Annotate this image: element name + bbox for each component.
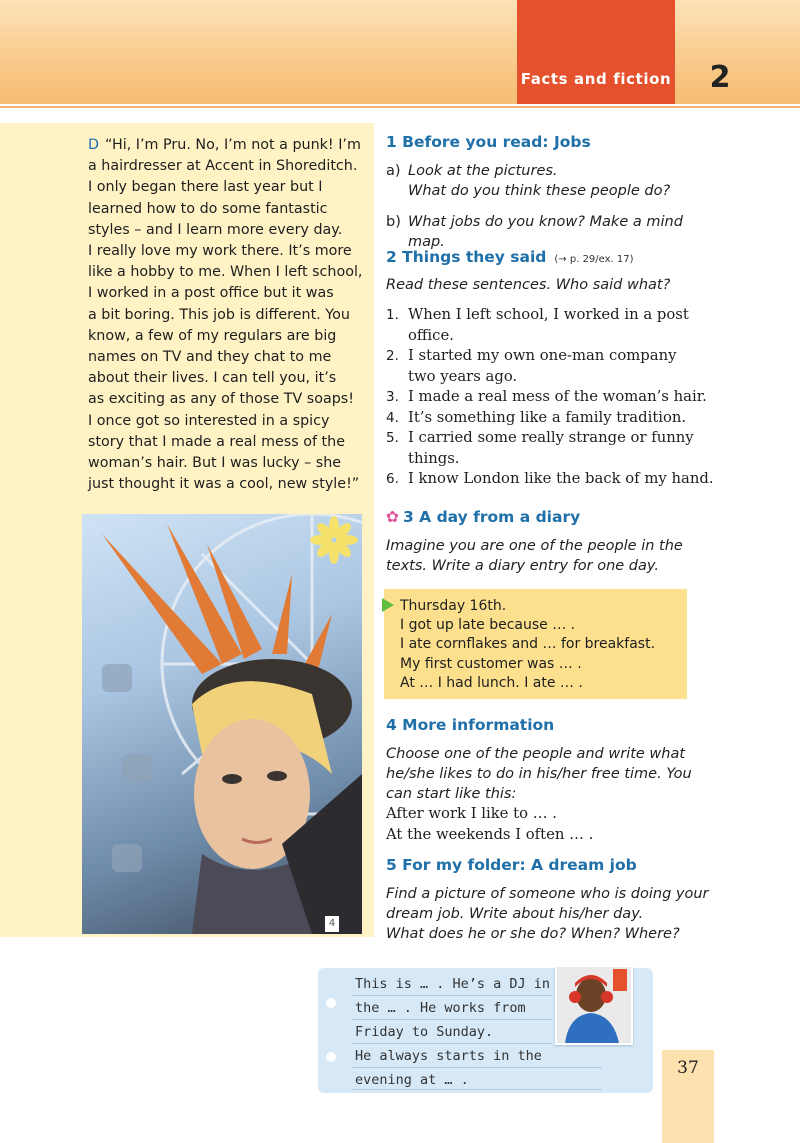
section-1-title: 1 Before you read: Jobs <box>386 133 591 151</box>
list-item: 6. I know London like the back of my hand. <box>386 470 714 487</box>
section-3-instruction: Imagine you are one of the people in the texts. Write a diary entry for one day. <box>386 538 683 574</box>
story-line: know, a few of my regulars are big <box>88 327 337 344</box>
task-a <box>386 161 716 201</box>
section-4-instruction: Choose one of the people and write what he/she likes to do in his/her free time. You can start like this: <box>386 746 692 802</box>
story-line: like a hobby to me. When I left school, <box>88 264 363 281</box>
section-4 <box>386 716 716 845</box>
list-item: 2. I started my own one-man company two years ago. <box>386 347 677 385</box>
list-item: 4. It’s something like a family tradition. <box>386 408 687 426</box>
card-handwriting <box>355 972 555 1092</box>
list-item: 1. When I left school, I worked in a post office. <box>386 306 689 344</box>
card-line-text: evening at … . <box>355 1072 469 1088</box>
header-band <box>0 0 800 104</box>
section-4-title: 4 More information <box>386 716 555 734</box>
card-line-text: He always starts in the <box>355 1048 542 1064</box>
dj-photo <box>555 965 633 1045</box>
story-line: story that I made a real mess of the <box>88 433 346 450</box>
card-line-text: Friday to Sunday. <box>355 1024 494 1040</box>
story-line: a bit boring. This job is different. You <box>88 306 350 323</box>
section-1 <box>386 133 716 252</box>
story-line: a hairdresser at Accent in Shoreditch. <box>88 158 358 175</box>
story-line: I once got so interested in a spicy <box>88 412 330 429</box>
flower-icon <box>310 516 358 564</box>
story-line: names on TV and they chat to me <box>88 349 332 366</box>
card-hole <box>326 998 336 1008</box>
section-4-examples: After work I like to … . At the weekends I often … . <box>386 805 594 843</box>
story-line: styles – and I learn more every day. <box>88 221 343 238</box>
page-number: 37 <box>677 1058 699 1078</box>
section-3-title: ✿ 3 A day from a diary <box>386 508 581 526</box>
task-b-label: b) <box>386 214 401 230</box>
photo-illustration <box>82 514 362 934</box>
punk-hairdresser-photo <box>82 514 362 934</box>
photo-number: 4 <box>325 916 339 932</box>
story-line: learned how to do some fantastic <box>88 200 328 217</box>
section-3 <box>386 508 716 576</box>
diary-line: Thursday 16th. <box>400 598 507 614</box>
section-2-instruction: Read these sentences. Who said what? <box>386 277 671 293</box>
section-5 <box>386 856 716 944</box>
diary-line: At … I had lunch. I ate … . <box>400 674 583 691</box>
task-b <box>386 212 716 252</box>
story-line: just thought it was a cool, new style!” <box>88 476 360 493</box>
chapter-number: 2 <box>709 60 731 95</box>
chapter-tab <box>517 0 675 104</box>
flower-icon: ✿ <box>386 508 399 526</box>
story-line: I really love my work there. It’s more <box>88 243 352 260</box>
chapter-title: Facts and fiction <box>520 70 672 88</box>
card-line-text: the … . He works from <box>355 1000 526 1016</box>
section-2 <box>386 248 716 490</box>
task-a-line: Look at the pictures. <box>408 163 558 179</box>
card-hole <box>326 1052 336 1062</box>
diary-line: I got up late because … . <box>400 617 576 634</box>
task-a-label: a) <box>386 163 401 179</box>
sentence-list <box>386 305 716 490</box>
diary-line: My first customer was … . <box>400 655 582 672</box>
section-2-title: 2 Things they said (→ p. 29/ex. 17) <box>386 248 634 266</box>
story-line: about their lives. I can tell you, it’s <box>88 370 337 387</box>
story-line: D “Hi, I’m Pru. No, I’m not a punk! I’m <box>88 137 361 153</box>
story-line: I only began there last year but I <box>88 179 323 196</box>
task-b-text: What jobs do you know? Make a mind map. <box>408 214 683 250</box>
task-a-line: What do you think these people do? <box>408 183 671 199</box>
diary-line: I ate cornflakes and … for breakfast. <box>400 636 656 653</box>
section-5-title: 5 For my folder: A dream job <box>386 856 637 874</box>
diary-example <box>400 597 655 693</box>
list-item: 3. I made a real mess of the woman’s hair. <box>386 388 707 405</box>
arrow-icon <box>382 598 394 612</box>
story-letter: D <box>88 137 100 153</box>
list-item: 5. I carried some really strange or funny things. <box>386 429 694 467</box>
dj-illustration <box>557 967 631 1043</box>
story-line: as exciting as any of those TV soaps! <box>88 391 354 408</box>
section-5-instruction: Find a picture of someone who is doing your dream job. Write about his/her day. What does he or she do? When? Where? <box>386 886 709 942</box>
page-reference: (→ p. 29/ex. 17) <box>554 254 634 265</box>
story-line: woman’s hair. But I was lucky – she <box>88 455 342 472</box>
card-line-text: This is … . He’s a DJ in <box>355 976 551 992</box>
header-divider <box>0 106 800 108</box>
story-line: I worked in a post office but it was <box>88 285 334 302</box>
story-text <box>88 135 370 495</box>
